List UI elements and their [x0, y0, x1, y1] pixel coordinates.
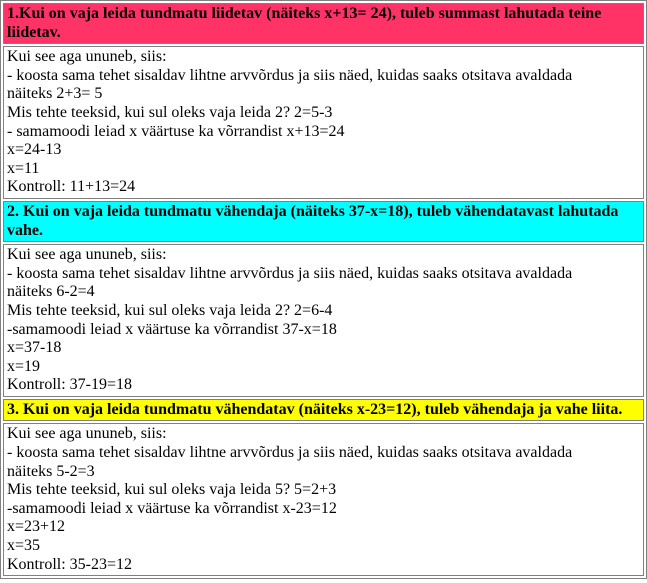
rule-2-body-row	[3, 244, 644, 397]
rule-3-line-5: -samamoodi leiad x väärtuse ka võrrandist x-23=12	[7, 499, 337, 517]
rule-2-line-5: -samamoodi leiad x väärtuse ka võrrandist 37-x=18	[7, 320, 337, 338]
rule-2-heading: 2. Kui on vaja leida tundmatu vähendaja (näiteks 37-x=18), tuleb vähendatavast lahutada vahe.	[3, 201, 644, 242]
rule-3-line-2: - koosta sama tehet sisaldav lihtne arvvõrdus ja siis näed, kuidas saaks otsitava avaldada	[7, 444, 573, 462]
rule-3-body	[3, 423, 644, 576]
rule-2-heading-row	[3, 201, 644, 242]
rule-2-line-3: näiteks 6-2=4	[7, 283, 95, 301]
rule-3-line-6: x=23+12	[7, 518, 66, 536]
rule-1-body	[3, 46, 644, 199]
rule-2-line-1: Kui see aga ununeb, siis:	[7, 246, 167, 264]
rule-2-line-4: Mis tehte teeksid, kui sul oleks vaja leida 2? 2=6-4	[7, 301, 333, 319]
rule-3-heading-row	[3, 399, 644, 422]
rule-1-line-7: x=11	[7, 159, 40, 177]
rule-3-line-7: x=35	[7, 537, 41, 555]
rule-2-line-6: x=37-18	[7, 339, 62, 357]
rule-3-line-1: Kui see aga ununeb, siis:	[7, 425, 167, 443]
rule-3-heading: 3. Kui on vaja leida tundmatu vähendatav (näiteks x-23=12), tuleb vähendaja ja vahe liita.	[3, 399, 644, 422]
rule-1-line-2: - koosta sama tehet sisaldav lihtne arvvõrdus ja siis näed, kuidas saaks otsitava avaldada	[7, 66, 573, 84]
rule-2-body	[3, 244, 644, 397]
rule-1-line-8: Kontroll: 11+13=24	[7, 178, 136, 196]
rule-1-heading: 1.Kui on vaja leida tundmatu liidetav (näiteks x+13= 24), tuleb summast lahutada teine liidetav.	[3, 3, 644, 44]
rule-1-body-row	[3, 46, 644, 199]
rule-3-body-row	[3, 423, 644, 576]
rule-1-line-1: Kui see aga ununeb, siis:	[7, 48, 167, 66]
rule-3-line-4: Mis tehte teeksid, kui sul oleks vaja leida 5? 5=2+3	[7, 481, 337, 499]
rule-1-heading-row	[3, 3, 644, 44]
rule-1-line-5: - samamoodi leiad x väärtuse ka võrrandist x+13=24	[7, 122, 345, 140]
rule-1-line-6: x=24-13	[7, 141, 62, 159]
rule-2-line-2: - koosta sama tehet sisaldav lihtne arvvõrdus ja siis näed, kuidas saaks otsitava avaldada	[7, 264, 573, 282]
rule-3-line-8: Kontroll: 35-23=12	[7, 555, 133, 573]
rule-3-line-3: näiteks 5-2=3	[7, 462, 95, 480]
rule-2-line-7: x=19	[7, 357, 41, 375]
rule-1-line-4: Mis tehte teeksid, kui sul oleks vaja leida 2? 2=5-3	[7, 103, 333, 121]
rule-2-line-8: Kontroll: 37-19=18	[7, 376, 133, 394]
rule-1-line-3: näiteks 2+3= 5	[7, 85, 103, 103]
